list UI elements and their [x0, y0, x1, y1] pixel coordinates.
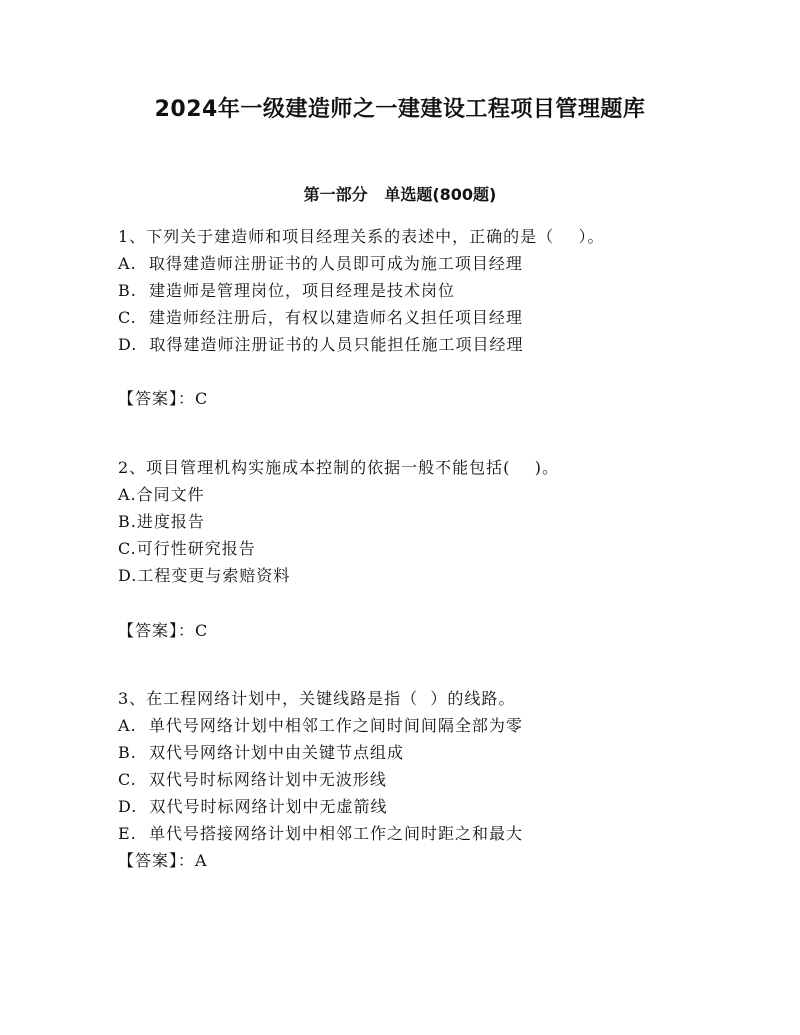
question-1-answer: [118, 389, 208, 409]
answer-label: 【答案】: [118, 621, 179, 640]
document-title: 2024年一级建造师之一建建设工程项目管理题库: [154, 97, 646, 122]
question-2-option-b: B.进度报告: [118, 512, 205, 531]
question-3-stem: 3、在工程网络计划中，关键线路是指（ ）的线路。: [118, 689, 516, 708]
question-3-option-e: E. 单代号搭接网络计划中相邻工作之间时距之和最大: [118, 824, 523, 843]
question-2-option-d: D.工程变更与索赔资料: [118, 566, 291, 585]
question-1-option-c: C. 建造师经注册后，有权以建造师名义担任项目经理: [118, 308, 523, 327]
question-1-stem: 1、下列关于建造师和项目经理关系的表述中，正确的是（ ）。: [118, 227, 605, 246]
question-2-stem: 2、项目管理机构实施成本控制的依据一般不能包括( )。: [118, 458, 560, 477]
answer-value: ：C: [178, 621, 209, 640]
question-1-option-b: B. 建造师是管理岗位，项目经理是技术岗位: [118, 281, 456, 300]
question-2-option-a: A.合同文件: [118, 485, 205, 504]
question-3-option-a: A. 单代号网络计划中相邻工作之间时间间隔全部为零: [118, 716, 523, 735]
question-3-answer: [118, 851, 208, 871]
question-3-option-b: B. 双代号网络计划中由关键节点组成: [118, 743, 405, 762]
question-1-option-a: A. 取得建造师注册证书的人员即可成为施工项目经理: [118, 254, 523, 273]
answer-value: ：C: [178, 389, 209, 408]
answer-value: ：A: [178, 851, 208, 870]
question-3-option-d: D. 双代号时标网络计划中无虚箭线: [118, 797, 388, 816]
question-2-option-c: C.可行性研究报告: [118, 539, 256, 558]
question-3-option-c: C. 双代号时标网络计划中无波形线: [118, 770, 387, 789]
answer-label: 【答案】: [118, 851, 179, 870]
section-heading: 第一部分 单选题(800题): [303, 185, 497, 204]
answer-label: 【答案】: [118, 389, 179, 408]
question-1-option-d: D. 取得建造师注册证书的人员只能担任施工项目经理: [118, 335, 524, 354]
question-2-answer: [118, 621, 208, 641]
